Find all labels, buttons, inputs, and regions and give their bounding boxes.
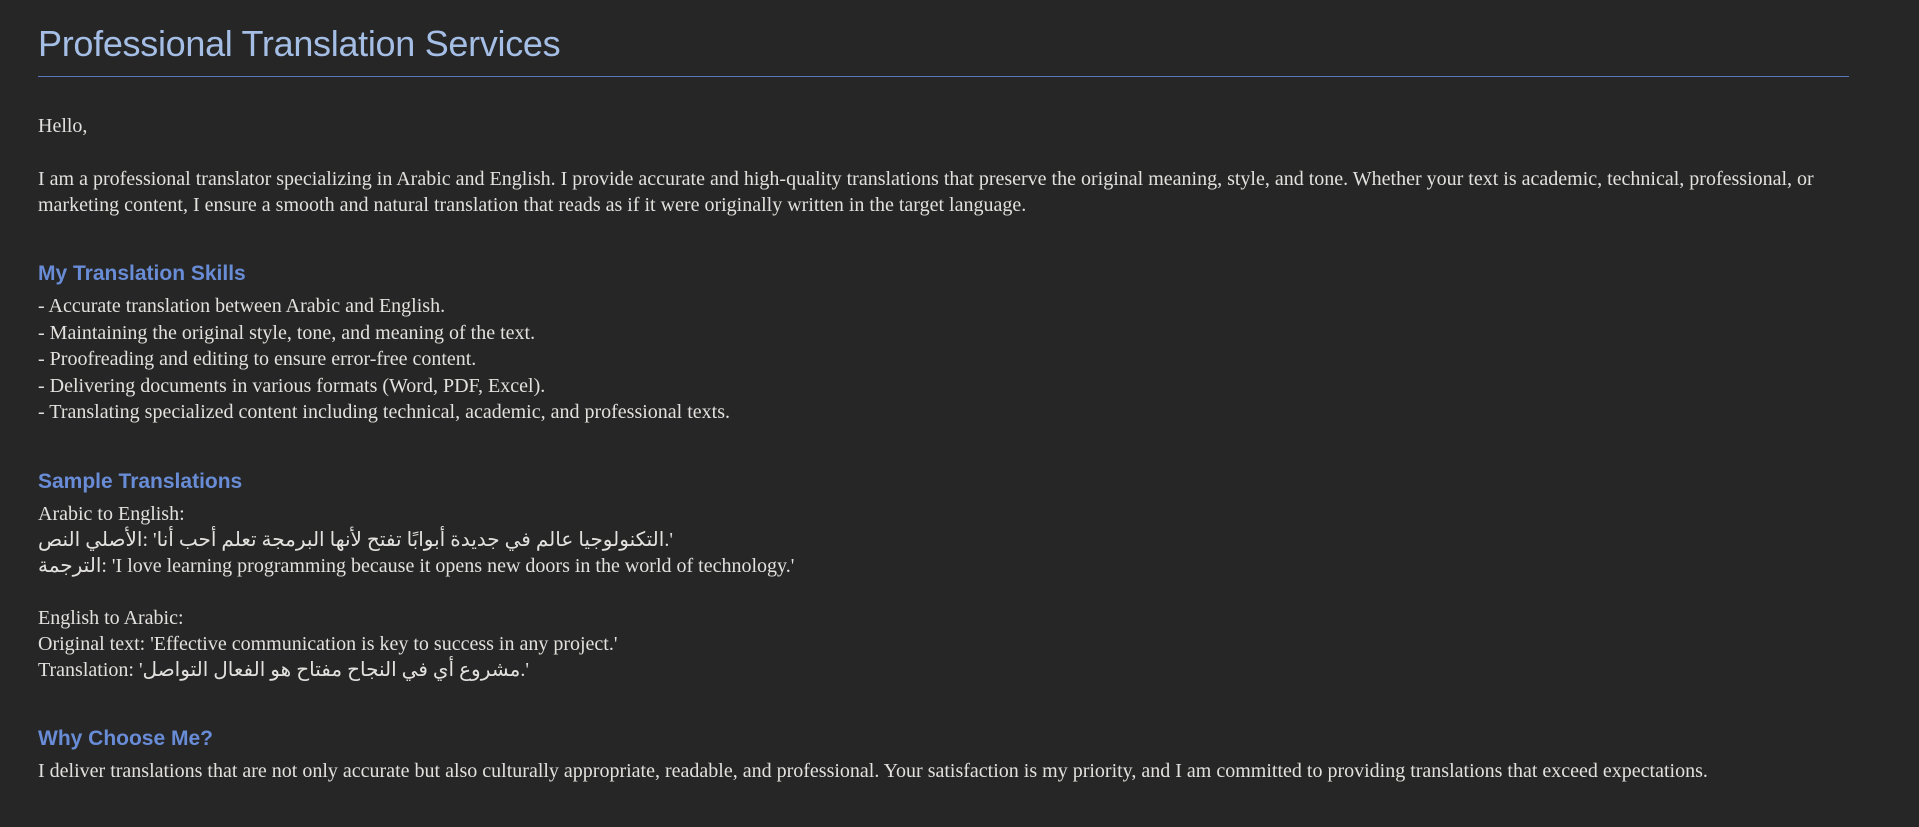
skill-item: - Proofreading and editing to ensure error-free content.: [38, 348, 477, 370]
intro-paragraph: I am a professional translator specializing in Arabic and English. I provide accurate and high-quality translations that preserve the original meaning, style, and tone. Whether your text is academic, technical, professional, or marketing content, I ensure a smooth and natural translation that reads as if it were originally written in the target language.: [38, 168, 1814, 216]
skill-item: - Maintaining the original style, tone, and meaning of the text.: [38, 321, 536, 344]
arabic-to-english-label: Arabic to English:: [38, 502, 185, 525]
skills-heading: My Translation Skills: [38, 262, 246, 285]
samples-heading: Sample Translations: [38, 469, 243, 493]
arabic-to-english-block: [38, 501, 1849, 579]
skill-item: - Delivering documents in various formats (Word, PDF, Excel).: [38, 374, 546, 397]
title-divider: [38, 76, 1849, 77]
english-to-arabic-block: [38, 605, 1849, 683]
english-translation-text: الترجمة: 'I love learning programming because it opens new doors in the world of technology.': [38, 554, 795, 577]
skill-item: - Translating specialized content including technical, academic, and professional texts.: [38, 401, 731, 423]
page-title: Professional Translation Services: [38, 23, 561, 64]
english-to-arabic-label: English to Arabic:: [38, 606, 184, 629]
english-original-text: Original text: 'Effective communication is key to success in any project.': [38, 632, 618, 655]
why-paragraph: I deliver translations that are not only accurate but also culturally appropriate, readable, and professional. Your satisfaction is my priority, and I am committed to providing translations that exceed expectations.: [38, 759, 1708, 782]
skills-list: [38, 293, 1849, 426]
skill-item: - Accurate translation between Arabic and English.: [38, 295, 446, 317]
greeting-text: Hello,: [38, 115, 88, 137]
arabic-source-text: النص الأصلي: 'أنا أحب تعلم البرمجة لأنها تفتح أبوابًا جديدة في عالم التكنولوجيا.': [38, 528, 673, 551]
arabic-translation-text: Translation: 'التواصل الفعال هو مفتاح النجاح في أي مشروع.': [38, 658, 529, 681]
why-heading: Why Choose Me?: [38, 726, 214, 750]
